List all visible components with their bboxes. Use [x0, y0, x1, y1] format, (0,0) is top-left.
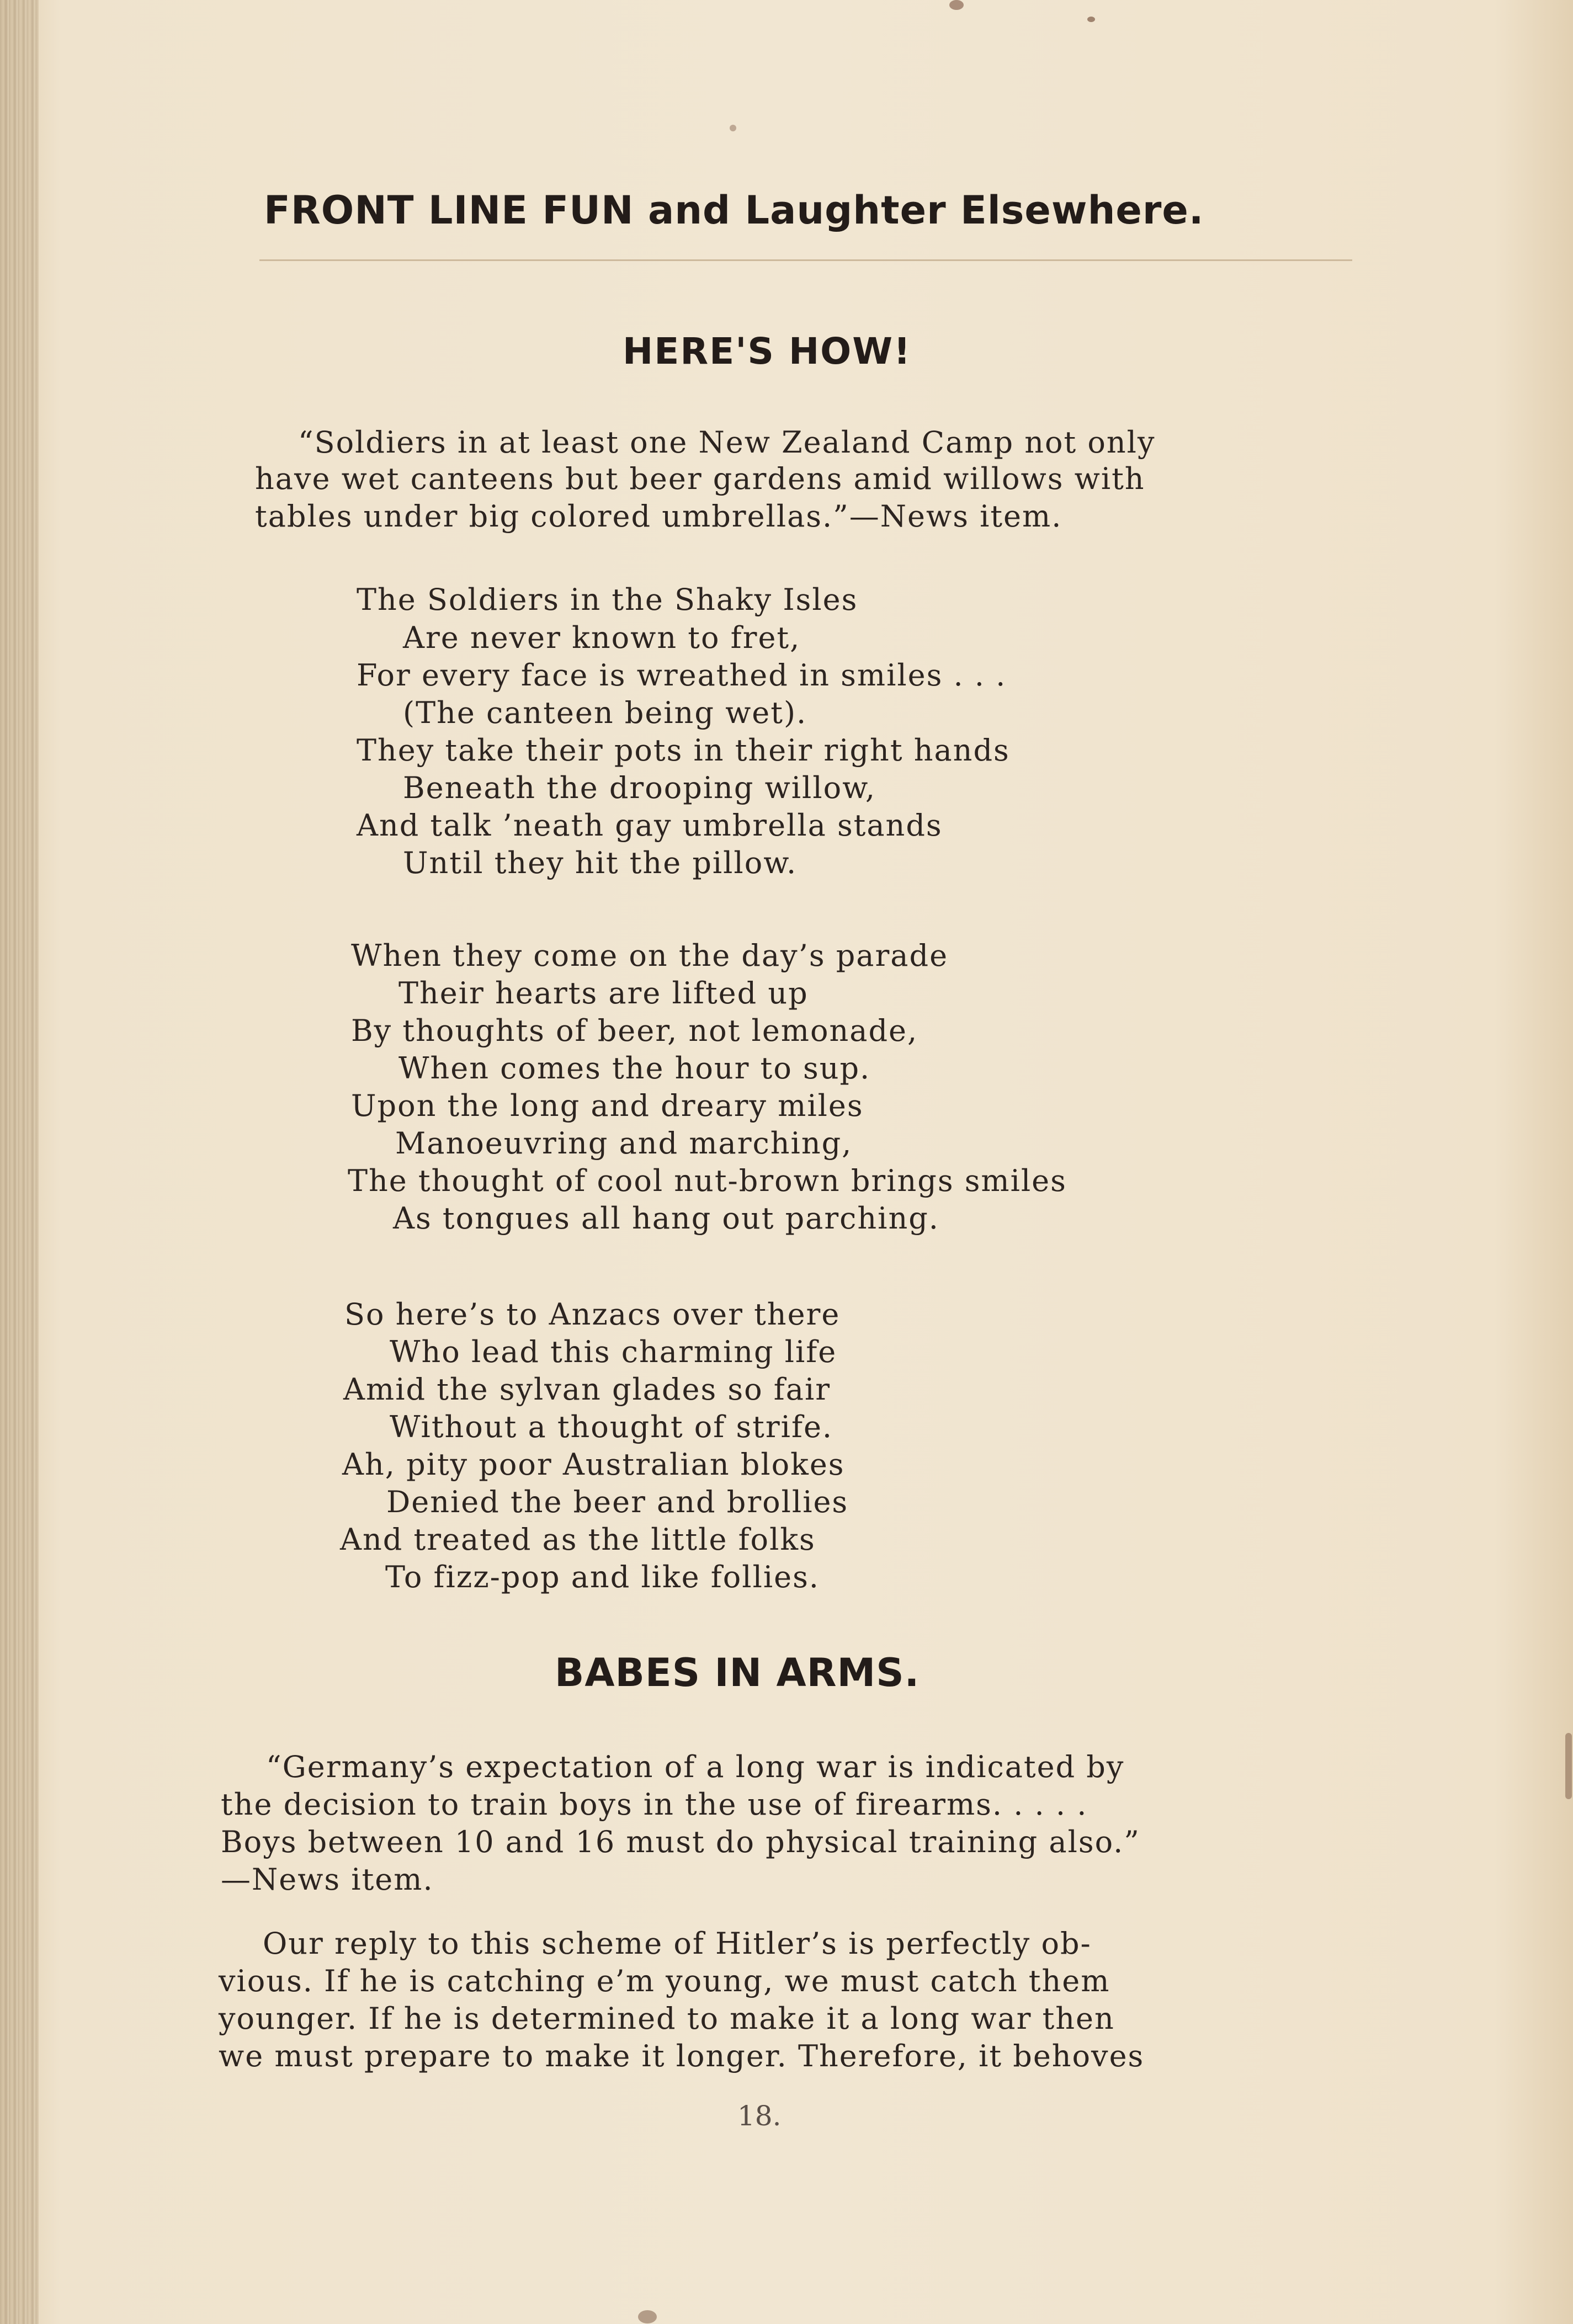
- verse-line: And talk ’neath gay umbrella stands: [357, 808, 943, 843]
- verse-line: As tongues all hang out parching.: [393, 1201, 939, 1236]
- intro-line: “Soldiers in at least one New Zealand Camp not only: [298, 425, 1156, 460]
- verse-line: And treated as the little folks: [340, 1522, 816, 1557]
- intro-line: the decision to train boys in the use of firearms. . . . .: [221, 1787, 1088, 1822]
- verse-line: Manoeuvring and marching,: [395, 1126, 853, 1161]
- verse-line: So here’s to Anzacs over there: [344, 1297, 841, 1332]
- article-title-babes-in-arms: BABES IN ARMS.: [555, 1650, 920, 1695]
- verse-line: When they come on the day’s parade: [351, 938, 949, 973]
- verse-line: Beneath the drooping willow,: [403, 770, 876, 805]
- header-divider: [259, 259, 1352, 261]
- verse-line: Ah, pity poor Australian blokes: [342, 1447, 845, 1482]
- verse-line: By thoughts of beer, not lemonade,: [351, 1013, 918, 1048]
- paper-speck: [730, 125, 736, 131]
- verse-line: Their hearts are lifted up: [398, 976, 809, 1011]
- verse-line: The thought of cool nut-brown brings smiles: [348, 1163, 1067, 1198]
- verse-line: Until they hit the pillow.: [403, 845, 798, 880]
- paper-speck: [638, 2310, 657, 2323]
- page-binding-edge: [0, 0, 39, 2324]
- page-number: 18.: [737, 2100, 782, 2132]
- verse-line: (The canteen being wet).: [403, 695, 807, 730]
- verse-line: Are never known to fret,: [403, 620, 801, 655]
- intro-line: have wet canteens but beer gardens amid willows with: [255, 461, 1145, 496]
- intro-line: —News item.: [221, 1862, 434, 1897]
- intro-line: “Germany’s expectation of a long war is indicated by: [266, 1749, 1125, 1784]
- body-line: vious. If he is catching e’m young, we must catch them: [219, 1964, 1110, 1998]
- intro-line: Boys between 10 and 16 must do physical training also.”: [221, 1825, 1140, 1859]
- verse-line: Amid the sylvan glades so fair: [343, 1372, 831, 1407]
- verse-line: Who lead this charming life: [390, 1334, 837, 1369]
- verse-line: When comes the hour to sup.: [398, 1051, 871, 1086]
- paper-speck: [949, 0, 964, 10]
- body-line: Our reply to this scheme of Hitler’s is perfectly ob-: [263, 1926, 1092, 1961]
- paper-speck: [1087, 17, 1095, 22]
- intro-line: tables under big colored umbrellas.”—News item.: [255, 499, 1062, 534]
- verse-line: They take their pots in their right hands: [357, 733, 1010, 768]
- body-line: we must prepare to make it longer. Therefore, it behoves: [219, 2039, 1145, 2073]
- verse-line: Upon the long and dreary miles: [351, 1088, 864, 1123]
- paper-edge-mark: [1565, 1733, 1572, 1799]
- verse-line: To fizz-pop and like follies.: [385, 1560, 820, 1594]
- page-header-title: FRONT LINE FUN and Laughter Elsewhere.: [264, 188, 1204, 233]
- article-title-heres-how: HERE'S HOW!: [623, 330, 912, 373]
- body-line: younger. If he is determined to make it a long war then: [219, 2001, 1115, 2036]
- verse-line: The Soldiers in the Shaky Isles: [357, 582, 858, 617]
- verse-line: For every face is wreathed in smiles . . .: [357, 658, 1007, 693]
- verse-line: Denied the beer and brollies: [386, 1485, 849, 1519]
- verse-line: Without a thought of strife.: [390, 1410, 833, 1444]
